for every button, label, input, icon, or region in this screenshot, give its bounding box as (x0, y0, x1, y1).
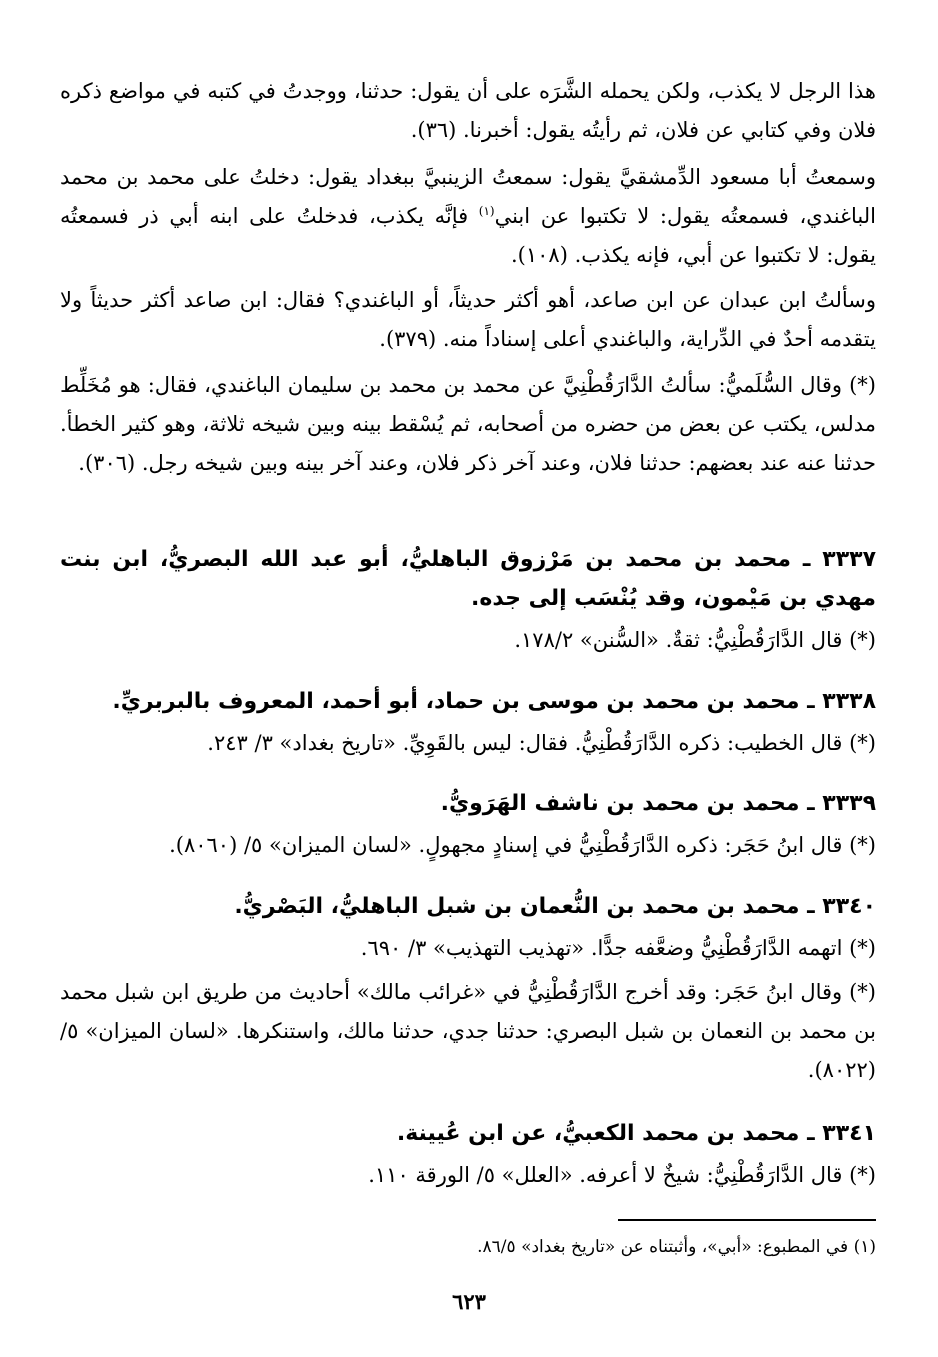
footnote-divider (618, 1219, 876, 1221)
entry-text-3341: (*) قال الدَّارَقُطْنِيُّ: شيخٌ لا أعرفه. «العلل» ٥/ الورقة ١١٠. (368, 1163, 876, 1187)
entry-heading-3338: ٣٣٣٨ ـ محمد بن محمد بن موسى بن حماد، أبو أحمد، المعروف بالبربريِّ. (112, 689, 876, 714)
entry-text-3337: (*) قال الدَّارَقُطْنِيُّ: ثقةٌ. «السُّنن» ١٧٨/٢. (514, 628, 876, 652)
entry-heading-3340: ٣٣٤٠ ـ محمد بن محمد بن النُّعمان بن شبل الباهليُّ، البَصْريُّ. (234, 894, 876, 919)
entry-text-3340-b: (*) وقال ابنُ حَجَر: وقد أخرج الدَّارَقُطْنِيُّ في «غرائب مالك» أحاديث من طريق ابن شبل محمد بن محمد بن النعمان بن شبل البصري: حدثنا جدي، حدثنا مالك، واستنكرها. «لسان الميزان» ٥/ (٨٠٢٢). (60, 980, 876, 1082)
entry-heading-3337: ٣٣٣٧ ـ محمد بن محمد بن مَرْزوق الباهليُّ، أبو عبد الله البصريُّ، ابن بنت مهدي بن مَيْمون، وقد يُنْسَب إلى جده. (60, 547, 876, 611)
paragraph-4: (*) وقال السُّلَميُّ: سألتُ الدَّارَقُطْنِيَّ عن محمد بن محمد بن سليمان الباغندي، فقال: هو مُخَلِّط مدلس، يكتب عن بعض من حضره من أصحابه، ثم يُسْقط بينه وبين شيخه ثلاثة، وهو كثير الخطأ. حدثنا عنه عند بعضهم: حدثنا فلان، وعند آخر ذكر فلان، وعند آخر بينه وبين شيخه رجل. (٣٠٦). (60, 373, 876, 475)
entry-text-3340-a: (*) اتهمه الدَّارَقُطْنِيُّ وضعَّفه جدًّا. «تهذيب التهذيب» ٣/ ٦٩٠. (360, 936, 876, 960)
footnote: (١) في المطبوع: «أبي»، وأثبتناه عن «تاريخ بغداد» ٨٦/٥. (477, 1237, 876, 1257)
entry-text-3338: (*) قال الخطيب: ذكره الدَّارَقُطْنِيُّ. فقال: ليس بالقَوِيِّ. «تاريخ بغداد» ٣/ ٢٤٣. (207, 731, 876, 755)
paragraph-3: وسألتُ ابن عبدان عن ابن صاعد، أهو أكثر حديثاً، أو الباغندي؟ فقال: ابن صاعد أكثر حديثاً ولا يتقدمه أحدٌ في الدِّراية، والباغندي أعلى إسناداً منه. (٣٧٩). (60, 288, 876, 351)
paragraph-2-part-b: فإنَّه يكذب، فدخلتُ على ابنه أبي ذر فسمعتُه يقول: لا تكتبوا عن أبي، فإنه يكذب. (١٠٨). (60, 204, 876, 267)
entry-heading-3341: ٣٣٤١ ـ محمد بن محمد الكعبيُّ، عن ابن عُيينة. (396, 1121, 876, 1146)
entry-text-3339: (*) قال ابنُ حَجَر: ذكره الدَّارَقُطْنِيُّ في إسنادٍ مجهولٍ. «لسان الميزان» ٥/ (٨٠٦٠). (169, 833, 876, 857)
paragraph-2 (60, 158, 876, 275)
paragraph-2-part-a: وسمعتُ أبا مسعود الدِّمشقيَّ يقول: سمعتُ الزينبيَّ ببغداد يقول: دخلتُ على محمد بن محمد الباغندي، فسمعتُه يقول: لا تكتبوا عن ابني (60, 165, 876, 228)
footnote-marker: (١) (478, 204, 495, 218)
page-number: ٦٢٣ (452, 1289, 486, 1314)
entry-heading-3339: ٣٣٣٩ ـ محمد بن محمد بن ناشف الهَرَويُّ. (440, 791, 876, 816)
paragraph-1: هذا الرجل لا يكذب، ولكن يحمله الشَّرَه على أن يقول: حدثنا، ووجدتُ في كتبه في مواضع ذكره فلان وفي كتابي عن فلان، ثم رأيتُه يقول: أخبرنا. (٣٦). (60, 79, 876, 142)
